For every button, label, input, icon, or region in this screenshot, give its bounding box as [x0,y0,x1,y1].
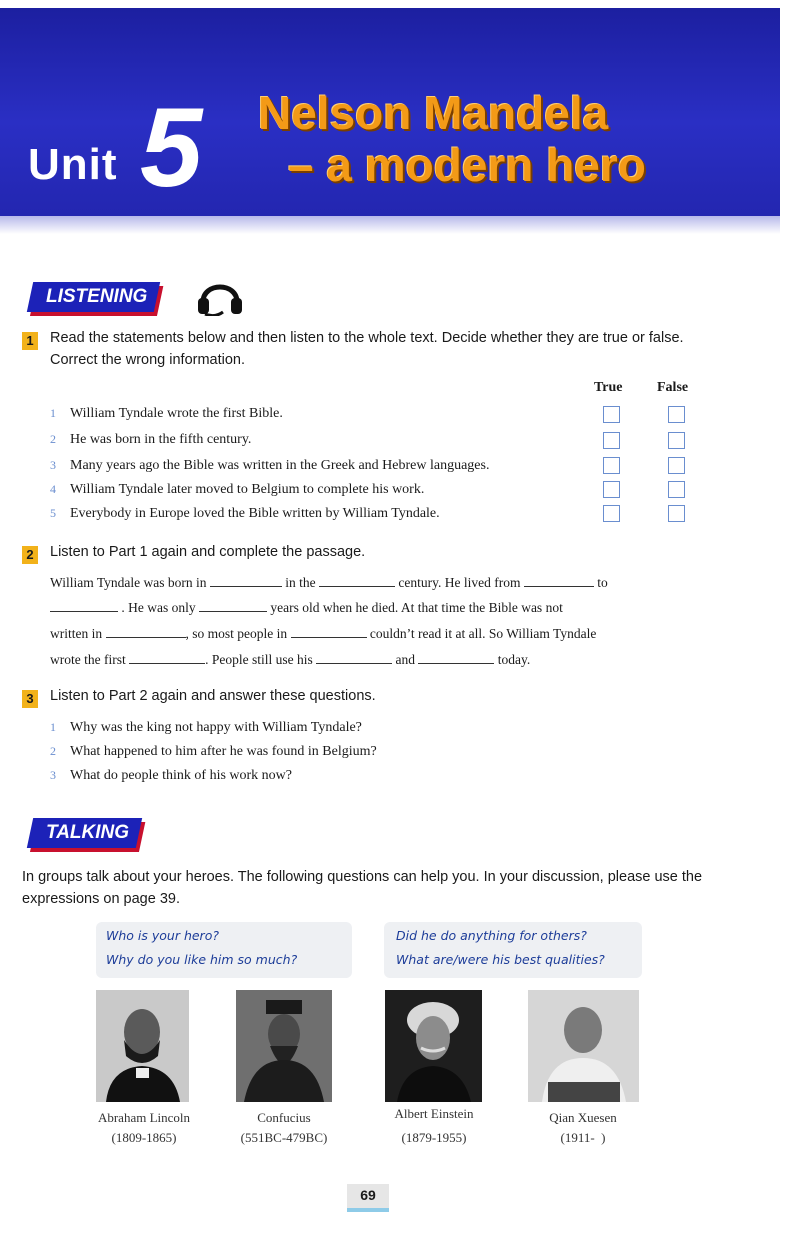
question-number: 1 [50,720,56,734]
hero-years: (1879-1955) [401,1130,467,1145]
qian-xuesen-portrait [528,990,639,1102]
hero-name: Qian Xuesen [549,1110,617,1125]
passage-text: couldn’t read it at all. So William Tyndale [369,626,597,641]
question-1 [50,716,362,738]
einstein-portrait [385,990,482,1102]
statement-3-true-checkbox[interactable] [603,457,620,474]
statement-text: William Tyndale wrote the first Bible. [70,406,283,421]
answer-blank[interactable] [319,574,395,587]
statement-3-false-checkbox[interactable] [668,457,685,474]
answer-blank[interactable] [199,599,267,612]
statement-text: Many years ago the Bible was written in the Greek and Hebrew languages. [70,458,490,473]
statement-4-true-checkbox[interactable] [603,481,620,498]
answer-blank[interactable] [316,651,392,664]
hero-years: (1911- ) [560,1130,606,1145]
hero-name: Albert Einstein [394,1106,474,1121]
banner-shadow [0,216,780,234]
statement-1-false-checkbox[interactable] [668,406,685,423]
statement-2 [50,428,251,450]
statement-5-false-checkbox[interactable] [668,505,685,522]
question-3 [50,764,292,786]
statement-4-false-checkbox[interactable] [668,481,685,498]
false-column-header: False [657,380,689,395]
talking-instruction: In groups talk about your heroes. The following questions can help you. In your discussion, please use the expressions on page 39. [22,869,703,907]
statement-number: 3 [50,458,56,472]
statement-5 [50,502,440,524]
passage-text: William Tyndale was born in [50,575,207,590]
headphones-icon [195,274,245,316]
hero-years: (1809-1865) [111,1130,177,1145]
answer-blank[interactable] [50,599,118,612]
hero-name: Abraham Lincoln [97,1110,191,1125]
passage-text: in the [285,575,316,590]
answer-blank[interactable] [210,574,282,587]
exercise-number-1: 1 [22,332,38,350]
passage-text: and [395,652,415,667]
statement-5-true-checkbox[interactable] [603,505,620,522]
statement-4 [50,478,424,500]
answer-blank[interactable] [418,651,494,664]
statement-2-false-checkbox[interactable] [668,432,685,449]
statement-2-true-checkbox[interactable] [603,432,620,449]
statement-1 [50,402,283,424]
statement-text: William Tyndale later moved to Belgium to complete his work. [70,482,425,497]
passage-text: . He was only [121,600,196,615]
lincoln-portrait [96,990,189,1102]
question-text: What happened to him after he was found in Belgium? [70,744,377,759]
statement-number: 4 [50,482,56,496]
statement-1-true-checkbox[interactable] [603,406,620,423]
exercise-number-3: 3 [22,690,38,708]
unit-title-line2: – a modern hero [288,139,646,191]
unit-number: 5 [140,85,203,210]
passage-text: wrote the first [50,652,126,667]
passage-text: written in [50,626,103,641]
hero-years: (551BC-479BC) [240,1130,328,1145]
exercise-3-instruction: Listen to Part 2 again and answer these questions. [50,688,376,704]
statement-number: 1 [50,406,56,420]
passage-text: century. He lived from [398,575,521,590]
question-text: Why was the king not happy with William Tyndale? [70,720,362,735]
statement-number: 2 [50,432,56,446]
passage-text: , so most people in [185,626,288,641]
answer-blank[interactable] [524,574,594,587]
passage-line [50,599,563,616]
answer-blank[interactable] [106,625,186,638]
passage-text: to [597,575,608,590]
answer-blank[interactable] [291,625,367,638]
page-number: 69 [347,1184,389,1212]
unit-title-line1: Nelson Mandela [258,87,609,139]
exercise-number-2: 2 [22,546,38,564]
question-text: What do people think of his work now? [70,768,293,783]
unit-label: Unit [28,140,118,189]
listening-badge-label: LISTENING [46,286,148,307]
question-number: 2 [50,744,56,758]
true-column-header: True [594,380,623,395]
statement-text: He was born in the fifth century. [70,432,252,447]
passage-text: today. [497,652,531,667]
talking-badge-label: TALKING [46,822,130,843]
talking-badge [27,818,142,848]
passage-line [50,574,608,591]
statement-number: 5 [50,506,56,520]
statement-3 [50,454,489,476]
question-number: 3 [50,768,56,782]
hero-name: Confucius [257,1110,311,1125]
passage-line [50,651,530,668]
prompt-text: Why do you like him so much? [106,952,298,967]
exercise-2-instruction: Listen to Part 1 again and complete the passage. [50,544,366,560]
prompt-text: Who is your hero? [106,928,219,943]
question-2 [50,740,377,762]
listening-badge [27,282,161,312]
passage-text: years old when he died. At that time the Bible was not [270,600,563,615]
exercise-1-instruction: Read the statements below and then listen to the whole text. Decide whether they are true or false. Correct the wrong information. [50,330,684,368]
prompt-text: What are/were his best qualities? [396,952,605,967]
prompt-text: Did he do anything for others? [396,928,587,943]
answer-blank[interactable] [129,651,205,664]
confucius-portrait [236,990,332,1102]
passage-line [50,625,596,642]
passage-text: . People still use his [205,652,313,667]
statement-text: Everybody in Europe loved the Bible written by William Tyndale. [70,506,440,521]
